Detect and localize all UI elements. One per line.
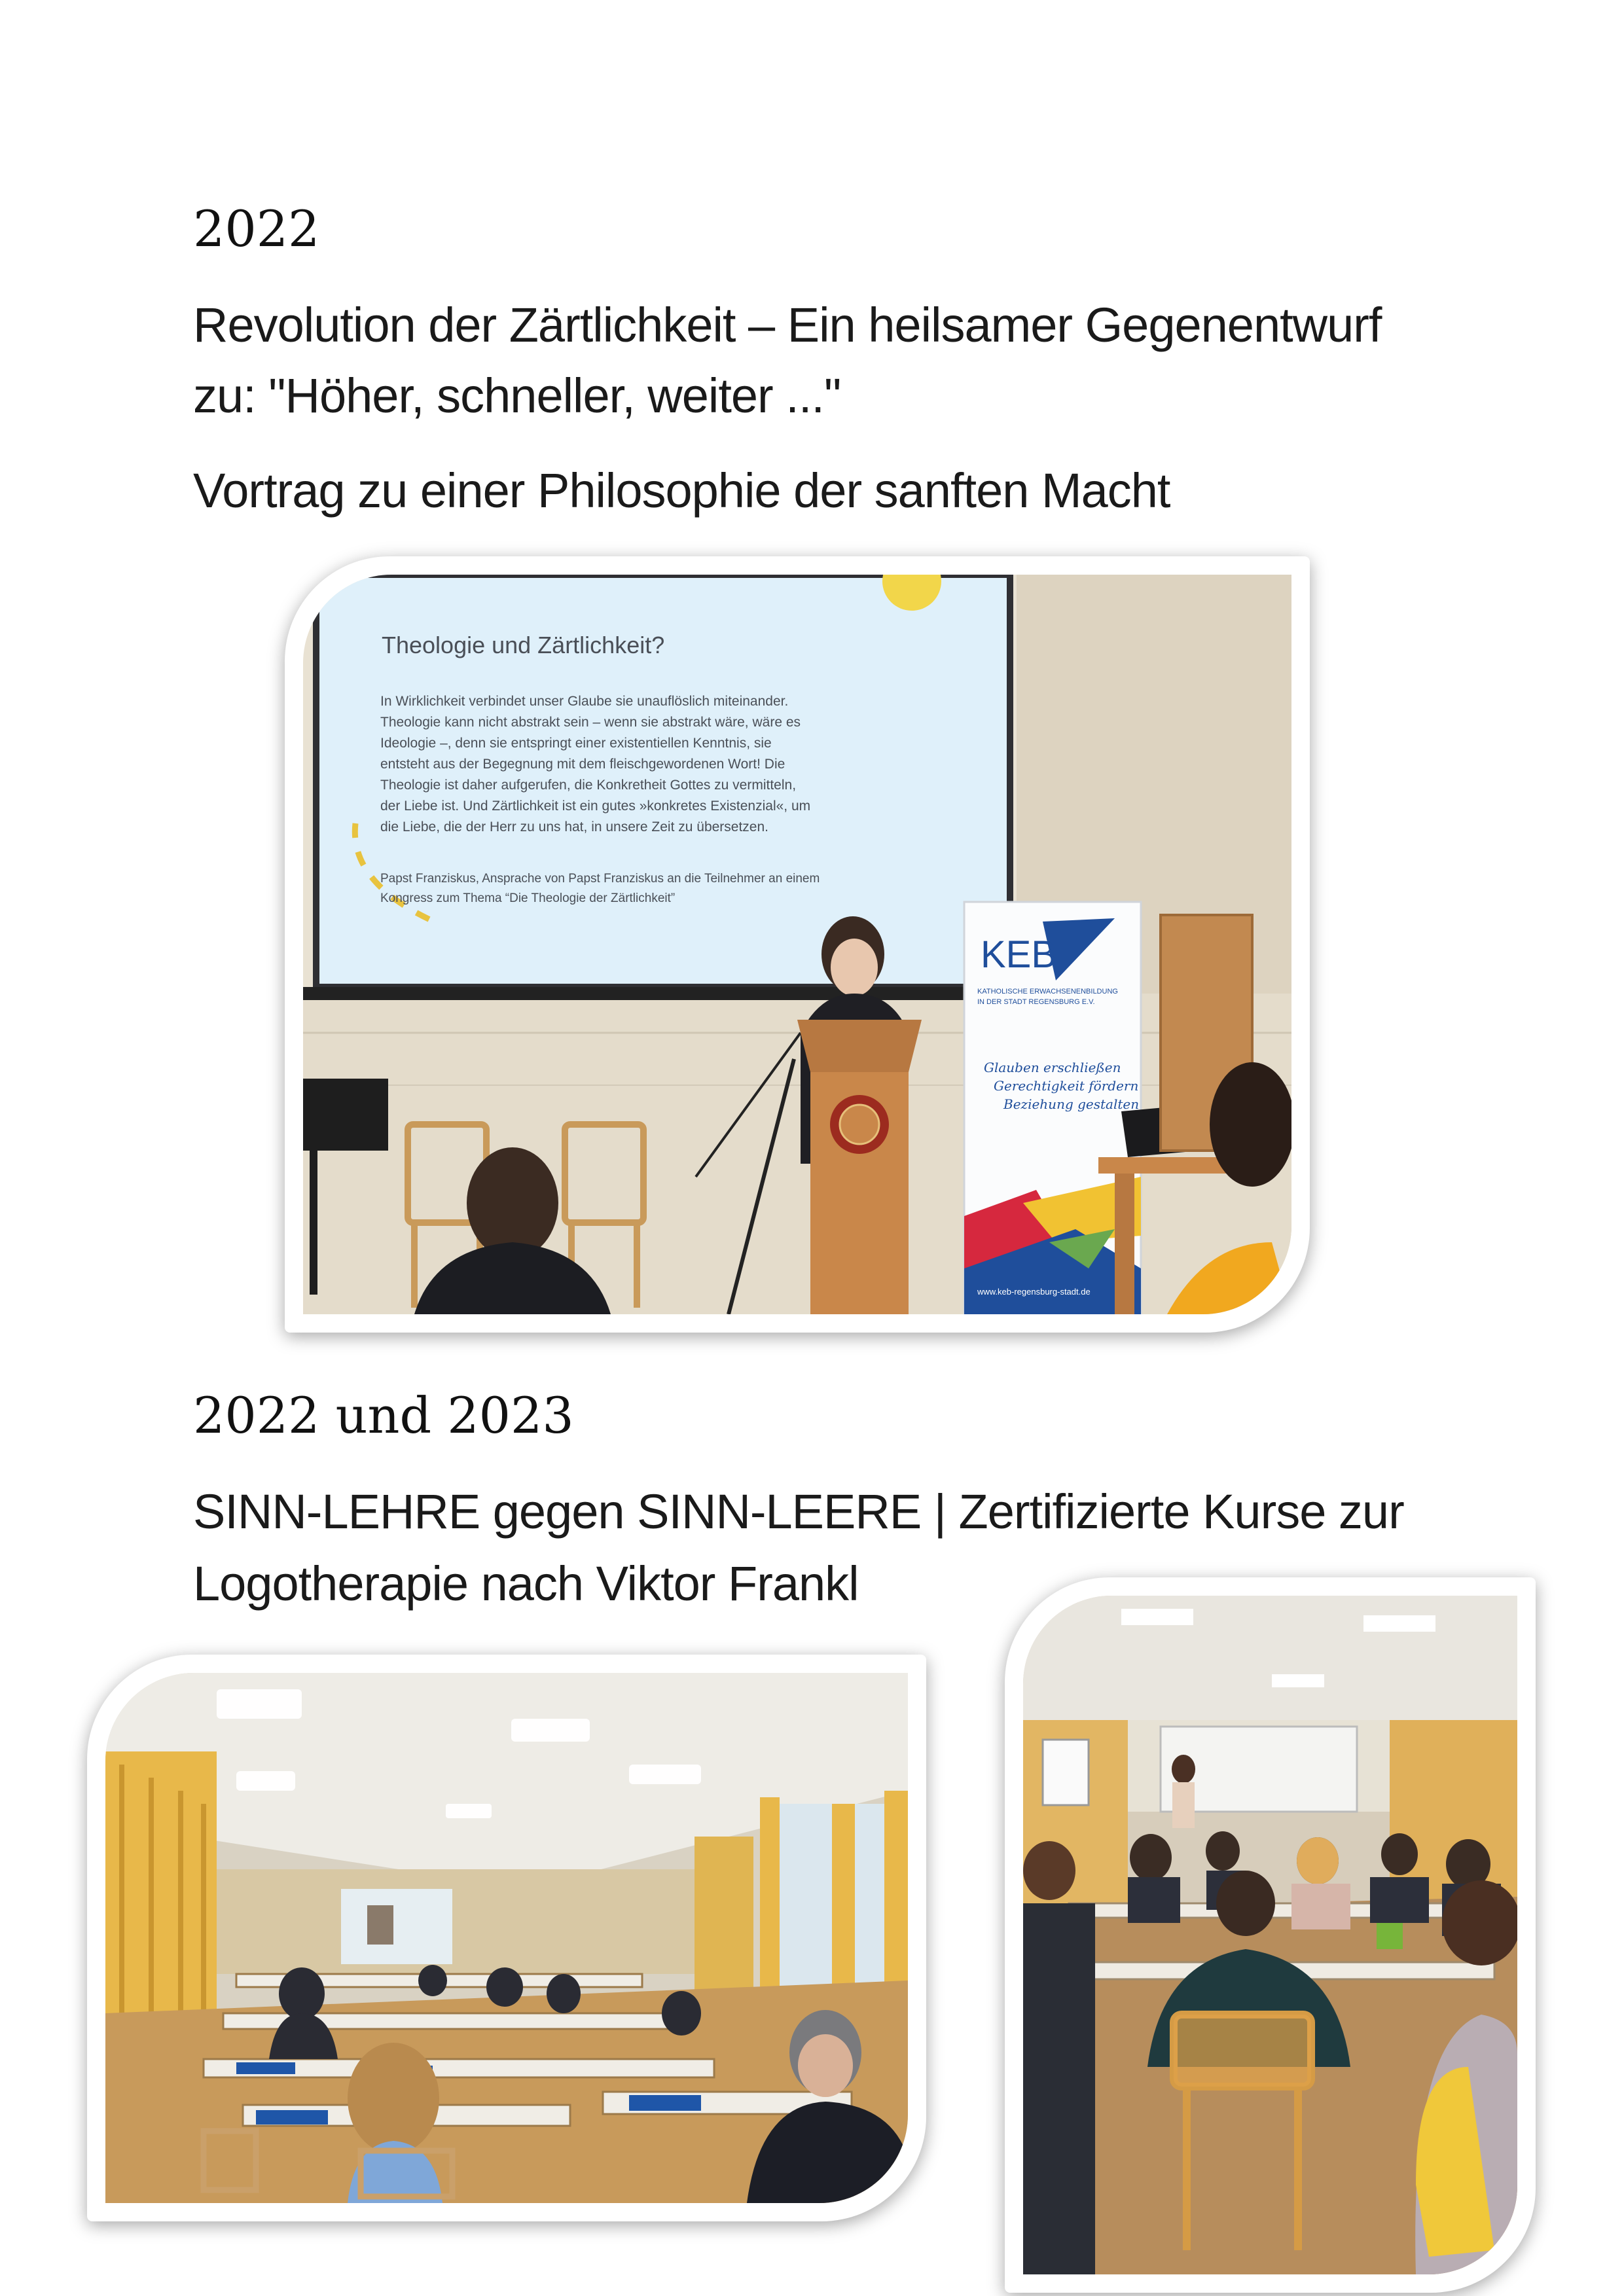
banner-org-2: IN DER STADT REGENSBURG E.V. — [977, 998, 1095, 1006]
lecture-photo — [303, 575, 1291, 1314]
slide-line: entsteht aus der Begegnung mit dem fleischgewordenen Wort! Die — [380, 757, 785, 772]
lecture-photo-frame — [285, 556, 1310, 1333]
banner-slogan-3: Beziehung gestalten — [1003, 1096, 1140, 1112]
section-subtitle: Vortrag zu einer Philosophie der sanften Macht — [193, 463, 1170, 518]
slide-line: der Liebe ist. Und Zärtlichkeit ist ein gutes »konkretes Existenzial«, um — [380, 798, 811, 814]
slide-line: Theologie kann nicht abstrakt sein – wenn sie abstrakt wäre, wäre es — [380, 715, 801, 730]
slide-line: Theologie ist daher aufgerufen, die Konkretheit Gottes zu vermitteln, — [380, 778, 797, 793]
slide-citation: Kongress zum Thema “Die Theologie der Zärtlichkeit” — [380, 891, 676, 905]
slide-line: In Wirklichkeit verbindet unser Glaube sie unauflöslich miteinander. — [380, 694, 789, 709]
section-year-2022-2023: 2022 und 2023 — [193, 1386, 574, 1444]
banner-org-1: KATHOLISCHE ERWACHSENENBILDUNG — [977, 988, 1118, 996]
slide-citation: Papst Franziskus, Ansprache von Papst Franziskus an die Teilnehmer an einem — [380, 872, 820, 886]
seminar-photo-right — [1023, 1596, 1517, 2274]
banner-slogan-1: Glauben erschließen — [984, 1060, 1121, 1075]
section-year-2022: 2022 — [193, 200, 320, 258]
seminar-photo-left — [105, 1673, 908, 2203]
slide-title: Theologie und Zärtlichkeit? — [382, 632, 665, 658]
seminar-photo-frame-right — [1005, 1577, 1536, 2293]
section-title-line1: Revolution der Zärtlichkeit – Ein heilsamer Gegenentwurf — [193, 298, 1382, 352]
section2-title-line2: Logotherapie nach Viktor Frankl — [193, 1556, 859, 1611]
slide-line: die Liebe, die der Herr zu uns hat, in unsere Zeit zu übersetzen. — [380, 819, 769, 834]
slide-line: Ideologie –, denn sie entspringt einer existentiellen Kenntnis, sie — [380, 736, 772, 751]
section2-title-line1: SINN-LEHRE gegen SINN-LEERE | Zertifizierte Kurse zur — [193, 1484, 1404, 1539]
seminar-photo-frame-left — [87, 1655, 926, 2221]
banner-url: www.keb-regensburg-stadt.de — [977, 1287, 1091, 1297]
banner-slogan-2: Gerechtigkeit fördern — [994, 1078, 1139, 1094]
section-title-line2: zu: "Höher, schneller, weiter ..." — [193, 368, 841, 423]
keb-logo-text: KEB — [981, 933, 1057, 976]
